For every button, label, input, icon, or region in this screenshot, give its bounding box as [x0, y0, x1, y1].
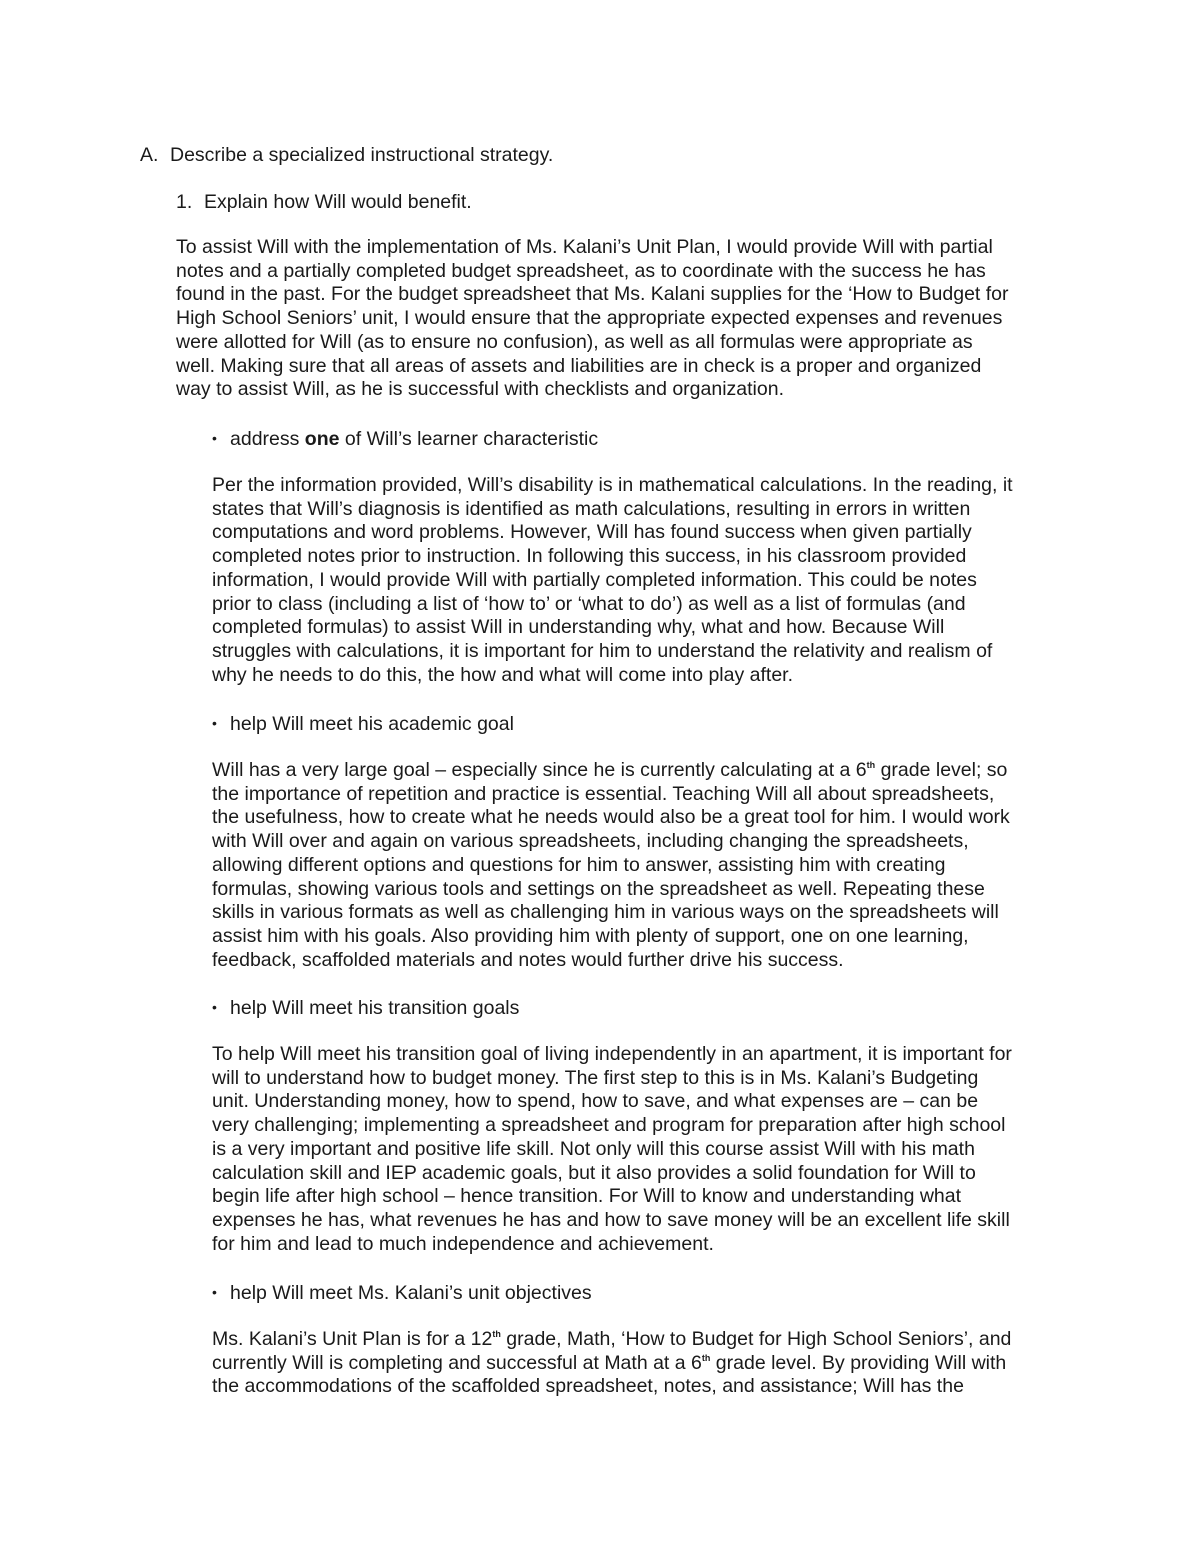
unit-objectives-paragraph	[212, 1328, 1011, 1399]
paragraph-line: well. Making sure that all areas of assets and liabilities are in check is a proper and organized	[176, 354, 982, 377]
paragraph-line: begin life after high school – hence transition. For Will to know and understanding what	[212, 1185, 962, 1208]
paragraph-line: assist him with his goals. Also providing him with plenty of support, one on one learning,	[212, 924, 969, 947]
paragraph-line: struggles with calculations, it is important for him to understand the relativity and realism of	[212, 639, 993, 662]
bullet-text: help Will meet his transition goals	[230, 997, 520, 1019]
line-text: grade level; so	[875, 759, 1008, 781]
paragraph-line: calculation skill and IEP academic goals, but it also provides a solid foundation for Will to	[212, 1161, 976, 1184]
bullet-icon: •	[212, 999, 217, 1015]
paragraph-line: skills in various formats as well as challenging him in various ways on the spreadsheets will	[212, 901, 999, 924]
paragraph-line: completed formulas) to assist Will in understanding why, what and how. Because Will	[212, 616, 945, 639]
paragraph-line: computations and word problems. However, Will has found success when given partially	[212, 521, 972, 544]
bullet-icon: •	[212, 430, 217, 446]
intro-paragraph	[176, 236, 1009, 402]
section-a-marker: A.	[140, 144, 159, 166]
paragraph-line: the accommodations of the scaffolded spreadsheet, notes, and assistance; Will has the	[212, 1375, 964, 1398]
bullet-text: help Will meet Ms. Kalani’s unit objectives	[230, 1282, 592, 1304]
paragraph-line: the importance of repetition and practice is essential. Teaching Will all about spreadsheets,	[212, 782, 995, 805]
paragraph-line	[212, 1328, 1011, 1352]
item-1-heading	[176, 190, 472, 214]
paragraph-line: way to assist Will, as he is successful with checklists and organization.	[176, 378, 784, 401]
ordinal-suffix: th	[701, 1352, 711, 1363]
bullet-unit-objectives	[212, 1280, 592, 1305]
paragraph-line: were allotted for Will (as to ensure no confusion), as well as all formulas were appropriate as	[176, 330, 973, 353]
section-a-heading	[140, 143, 553, 167]
paragraph-line: for him and lead to much independence and achievement.	[212, 1232, 714, 1255]
paragraph-line: Per the information provided, Will’s disability is in mathematical calculations. In the reading, it	[212, 474, 1013, 496]
paragraph-line: To assist Will with the implementation of Ms. Kalani’s Unit Plan, I would provide Will with partial	[176, 236, 993, 258]
paragraph-line: prior to class (including a list of ‘how to’ or ‘what to do’) as well as a list of formulas (and	[212, 592, 966, 615]
paragraph-line: will to understand how to budget money. The first step to this is in Ms. Kalani’s Budgeting	[212, 1066, 979, 1089]
paragraph-line: with Will over and again on various spreadsheets, including changing the spreadsheets,	[212, 830, 969, 853]
paragraph-line: why he needs to do this, the how and what will come into play after.	[212, 663, 794, 686]
transition-goals-paragraph	[212, 1043, 1012, 1256]
bullet-academic-goal	[212, 711, 514, 736]
line-text: currently Will is completing and successful at Math at a 6	[212, 1351, 702, 1374]
paragraph-line: expenses he has, what revenues he has and how to save money will be an excellent life skill	[212, 1208, 1010, 1231]
bullet-transition-goals	[212, 995, 519, 1020]
line-text: Ms. Kalani’s Unit Plan is for a 12	[212, 1328, 493, 1350]
learner-characteristic-paragraph	[212, 474, 1013, 687]
paragraph-line	[212, 1352, 1011, 1376]
ordinal-suffix: th	[866, 760, 876, 770]
academic-goal-paragraph	[212, 759, 1010, 972]
paragraph-line: is a very important and positive life skill. Not only will this course assist Will with his math	[212, 1137, 975, 1160]
paragraph-line: feedback, scaffolded materials and notes would further drive his success.	[212, 948, 844, 971]
bullet-text: help Will meet his academic goal	[230, 713, 514, 735]
ordinal-suffix: th	[492, 1329, 501, 1339]
paragraph-line: unit. Understanding money, how to spend, how to save, and what expenses are – can be	[212, 1090, 979, 1113]
paragraph-line: To help Will meet his transition goal of living independently in an apartment, it is important for	[212, 1043, 1012, 1065]
bullet-icon: •	[212, 715, 217, 731]
paragraph-line: High School Seniors’ unit, I would ensure that the appropriate expected expenses and revenues	[176, 307, 1003, 330]
bullet-icon: •	[212, 1284, 217, 1300]
paragraph-line: the usefulness, how to create what he needs would also be a great tool for him. I would work	[212, 806, 1010, 829]
line-text: Will has a very large goal – especially since he is currently calculating at a 6	[212, 759, 867, 781]
paragraph-line: very challenging; implementing a spreadsheet and program for preparation after high school	[212, 1114, 1006, 1137]
bullet-text-pre: address	[230, 428, 305, 450]
line-text: grade level. By providing Will with	[710, 1351, 1007, 1374]
bullet-text-bold: one	[304, 428, 340, 450]
paragraph-line	[212, 759, 1010, 783]
paragraph-line: formulas, showing various tools and settings on the spreadsheet as well. Repeating these	[212, 877, 985, 900]
item-1-marker: 1.	[176, 191, 193, 213]
paragraph-line: information, I would provide Will with partially completed information. This could be notes	[212, 568, 977, 591]
paragraph-line: found in the past. For the budget spreadsheet that Ms. Kalani supplies for the ‘How to Budget for	[176, 283, 1009, 306]
line-text: grade, Math, ‘How to Budget for High School Seniors’, and	[500, 1328, 1012, 1350]
paragraph-line: states that Will’s diagnosis is identified as math calculations, resulting in errors in written	[212, 497, 971, 520]
item-1-text: Explain how Will would benefit.	[204, 191, 472, 213]
paragraph-line: allowing different options and questions for him to answer, assisting him with creating	[212, 853, 946, 876]
bullet-learner-characteristic	[212, 426, 598, 451]
paragraph-line: notes and a partially completed budget spreadsheet, as to coordinate with the success he has	[176, 259, 986, 282]
paragraph-line: completed notes prior to instruction. In following this success, in his classroom provided	[212, 545, 967, 568]
section-a-text: Describe a specialized instructional strategy.	[170, 144, 554, 166]
bullet-text-post: of Will’s learner characteristic	[339, 428, 599, 450]
